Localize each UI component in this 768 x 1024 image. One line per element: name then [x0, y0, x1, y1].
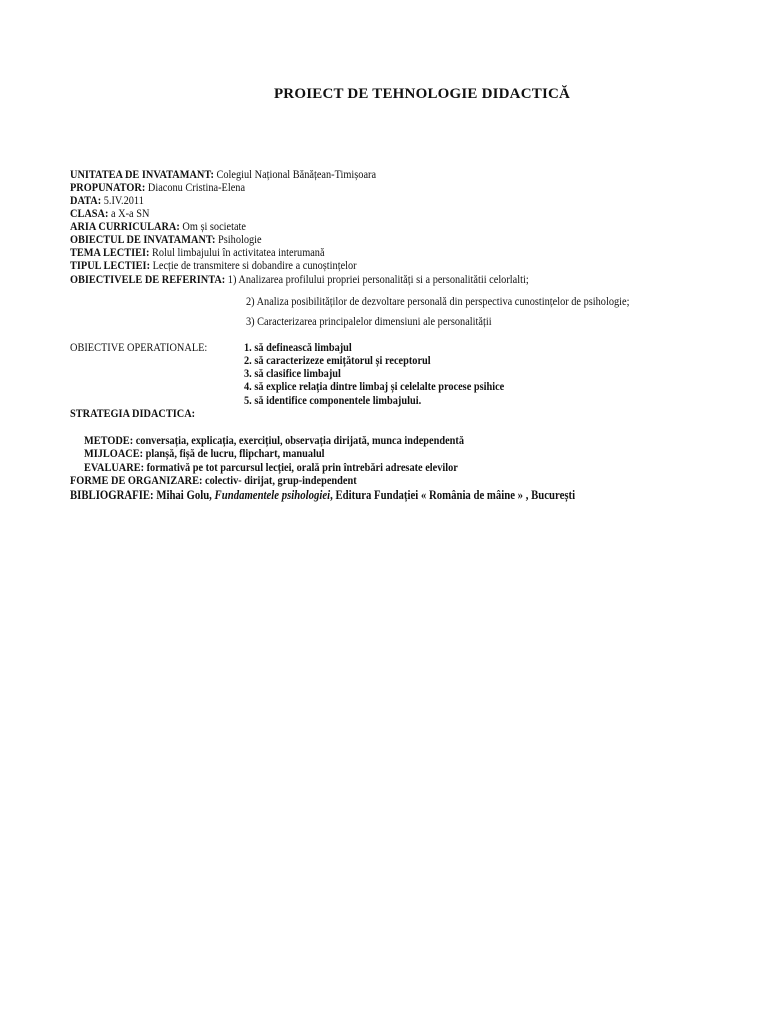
field-obiectul [70, 232, 293, 246]
mijloace-value: planșă, fișă de lucru, flipchart, manualul [143, 446, 325, 460]
field-data-value: 5.IV.2011 [101, 193, 144, 207]
operationale-label: OBIECTIVE OPERATIONALE: [70, 340, 208, 354]
evaluare-label: EVALUARE: [84, 460, 145, 474]
field-tema [70, 245, 366, 259]
field-propunator [70, 180, 274, 194]
field-data-label: DATA: [70, 193, 102, 207]
field-obiectul-label: OBIECTUL DE INVATAMANT: [70, 232, 216, 246]
forme-label: FORME DE ORGANIZARE: [70, 473, 203, 487]
document-title: PROIECT DE TEHNOLOGIE DIDACTICĂ [273, 86, 571, 102]
field-tipul-label: TIPUL LECTIEI: [70, 258, 151, 272]
field-unitatea-value: Colegiul Național Bănățean-Timișoara [213, 167, 377, 181]
mijloace-line [84, 446, 364, 460]
field-propunator-value: Diaconu Cristina-Elena [145, 180, 246, 194]
metode-label: METODE [84, 433, 130, 447]
referinta-item-2: 2) Analiza posibilităților de dezvoltare personală din perspectiva cunostințelor de psihologie; [246, 294, 630, 308]
field-unitatea [70, 167, 426, 181]
operationale-item: 5. să identifice componentele limbajului. [244, 393, 422, 407]
forme-value: colectiv- dirijat, grup-independent [202, 473, 357, 487]
metode-line [84, 433, 526, 447]
bibliografie-line [70, 488, 657, 502]
field-aria-label: ARIA CURRICULARA: [70, 219, 180, 233]
field-clasa [70, 206, 162, 220]
field-tema-label: TEMA LECTIEI: [70, 245, 150, 259]
bibliografie-label: BIBLIOGRAFIE: [70, 488, 154, 502]
field-unitatea-label: UNITATEA DE INVATAMANT: [70, 167, 214, 181]
field-obiectul-value: Psihologie [215, 232, 262, 246]
strategia-label: STRATEGIA DIDACTICA: [70, 406, 196, 420]
bibliografie-rest: , Editura Fundației « România de mâine » , București [330, 488, 576, 502]
forme-line [70, 473, 403, 487]
field-tema-value: Rolul limbajului în activitatea interumană [149, 245, 325, 259]
operationale-item: 4. să explice relația dintre limbaj și celelalte procese psihice [244, 379, 505, 393]
field-clasa-label: CLASA: [70, 206, 109, 220]
field-aria [70, 219, 275, 233]
bibliografie-book: Fundamentele psihologiei [214, 488, 331, 502]
field-tipul [70, 258, 403, 272]
metode-value: : conversația, explicația, exercițiul, observația dirijată, munca independentă [129, 433, 465, 447]
bibliografie-author: Mihai Golu, [153, 488, 215, 502]
mijloace-label: MIJLOACE: [84, 446, 144, 460]
field-aria-value: Om și societate [179, 219, 247, 233]
field-propunator-label: PROPUNATOR: [70, 180, 146, 194]
field-tipul-value: Lecție de transmitere si dobandire a cunoștințelor [150, 258, 357, 272]
referinta-item-3: 3) Caracterizarea principalelor dimensiuni ale personalității [246, 314, 492, 328]
operationale-item: 2. să caracterizeze emițătorul și receptorul [244, 353, 431, 367]
operationale-item: 3. să clasifice limbajul [244, 366, 341, 380]
field-obiectivele [70, 272, 603, 286]
field-clasa-value: a X-a SN [108, 206, 150, 220]
evaluare-value: formativă pe tot parcursul lecției, orală prin întrebări adresate elevilor [144, 460, 458, 474]
operationale-item: 1. să definească limbajul [244, 340, 352, 354]
field-obiectivele-value: 1) Analizarea profilului propriei personalități si a personalitătii celorlalti; [225, 272, 529, 286]
field-obiectivele-label: OBIECTIVELE DE REFERINTA: [70, 272, 226, 286]
field-data [70, 193, 156, 207]
evaluare-line [84, 460, 519, 474]
